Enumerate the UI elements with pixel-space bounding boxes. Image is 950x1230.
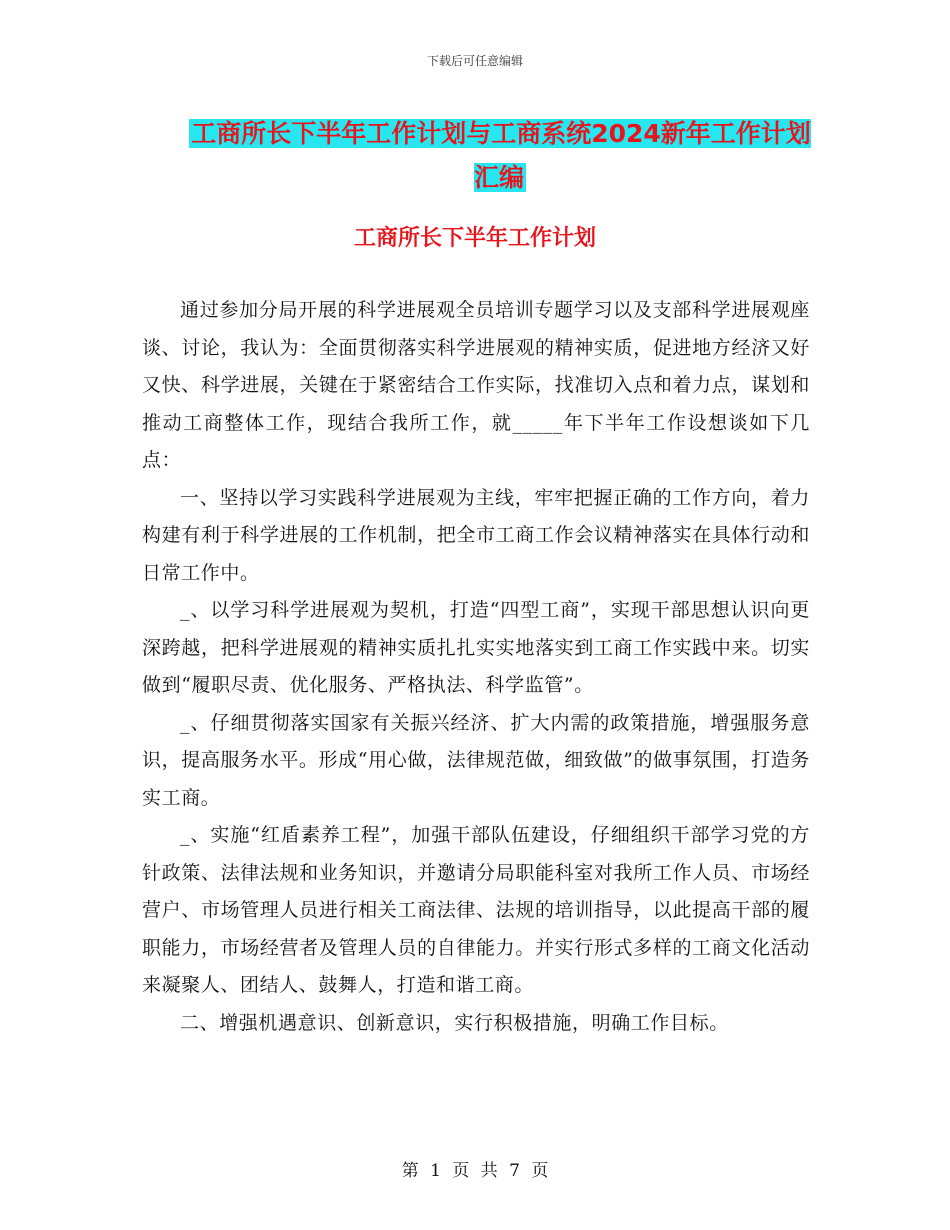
paragraph: 一、坚持以学习实践科学进展观为主线，牢牢把握正确的工作方向，着力构建有利于科学进展的工作机制，把全市工商工作会议精神落实在具体行动和日常工作中。: [142, 486, 810, 584]
document-title: [180, 112, 820, 200]
section-title: 工商所长下半年工作计划: [353, 226, 596, 251]
document-title-text: 工商所长下半年工作计划与工商系统2024新年工作计划汇编: [191, 119, 811, 192]
document-body: [142, 292, 810, 1042]
page-header-note: 下载后可任意编辑: [426, 54, 523, 68]
paragraph: _、实施“红盾素养工程”，加强干部队伍建设，仔细组织干部学习党的方针政策、法律法规和业务知识，并邀请分局职能科室对我所工作人员、市场经营户、市场管理人员进行相关工商法律、法规的培训指导，以此提高干部的履职能力，市场经营者及管理人员的自律能力。并实行形式多样的工商文化活动来凝聚人、团结人、鼓舞人，打造和谐工商。: [142, 824, 810, 996]
paragraph: 通过参加分局开展的科学进展观全员培训专题学习以及支部科学进展观座谈、讨论，我认为：全面贯彻落实科学进展观的精神实质，促进地方经济又好又快、科学进展，关键在于紧密结合工作实际，找准切入点和着力点，谋划和推动工商整体工作，现结合我所工作，就_____年下半年工作设想谈如下几点：: [142, 299, 810, 471]
paragraph: _、仔细贯彻落实国家有关振兴经济、扩大内需的政策措施，增强服务意识，提高服务水平。形成“用心做，法律规范做，细致做”的做事氛围，打造务实工商。: [142, 711, 810, 809]
paragraph: 二、增强机遇意识、创新意识，实行积极措施，明确工作目标。: [180, 1011, 729, 1034]
page-number-footer: 第 1 页 共 7 页: [401, 1161, 549, 1181]
paragraph: _、以学习科学进展观为契机，打造“四型工商”，实现干部思想认识向更深跨越，把科学进展观的精神实质扎扎实实地落实到工商工作实践中来。切实做到“履职尽责、优化服务、严格执法、科学监管”。: [142, 599, 810, 696]
